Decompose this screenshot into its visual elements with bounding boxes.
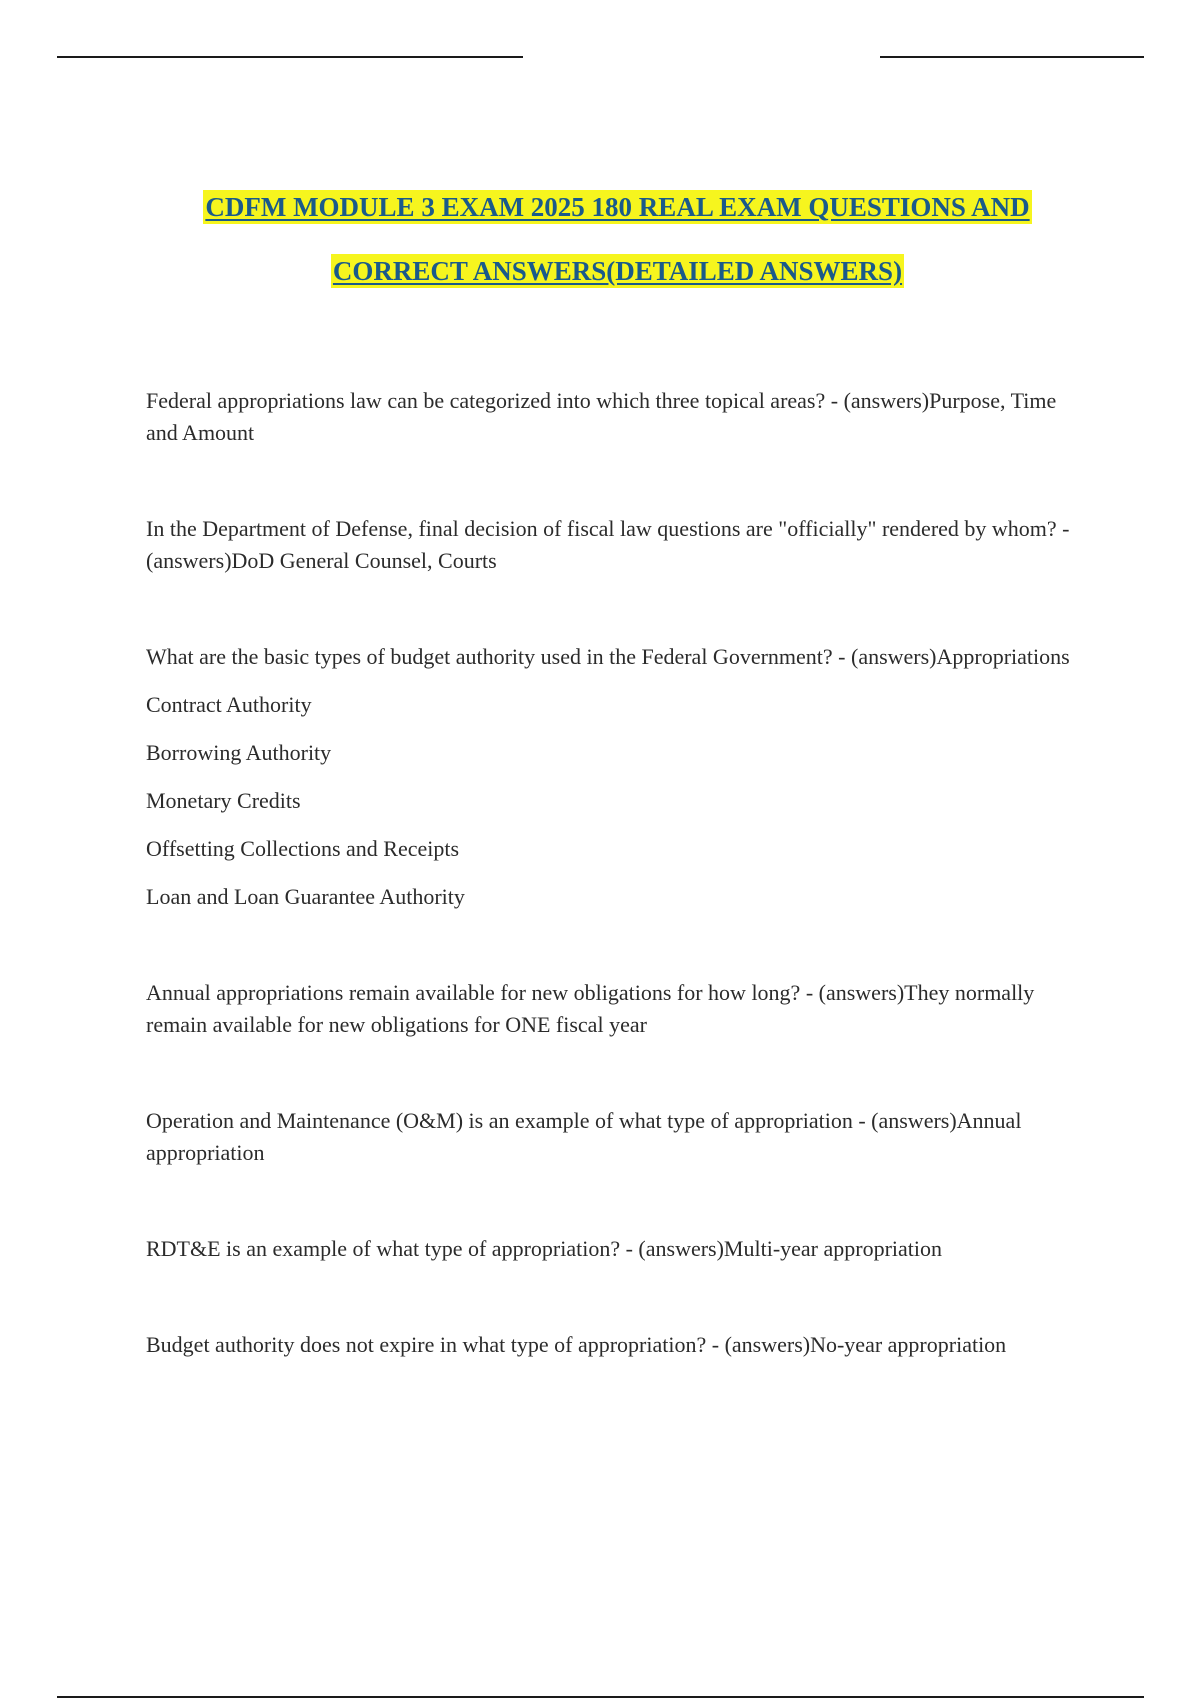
answer-list-item: Borrowing Authority <box>146 740 332 765</box>
qa-text: Operation and Maintenance (O&M) is an example of what type of appropriation - (answers)Annual appropriation <box>146 1108 1027 1165</box>
qa-item <box>146 1329 1086 1361</box>
qa-text: What are the basic types of budget authority used in the Federal Government? - (answers)Appropriations <box>146 644 1070 669</box>
answer-list-item: Monetary Credits <box>146 788 301 813</box>
qa-text: Annual appropriations remain available for new obligations for how long? - (answers)They normally remain available for new obligations for ONE fiscal year <box>146 980 1040 1037</box>
qa-item <box>146 513 1086 577</box>
footer-rule <box>57 1696 1144 1698</box>
answer-list-item: Loan and Loan Guarantee Authority <box>146 884 465 909</box>
qa-item <box>146 977 1086 1041</box>
qa-item <box>146 1233 1086 1265</box>
qa-text: Budget authority does not expire in what type of appropriation? - (answers)No-year appropriation <box>146 1332 1007 1357</box>
qa-item <box>146 641 1086 913</box>
header-rule-left <box>57 56 523 58</box>
title-line-1: CDFM MODULE 3 EXAM 2025 180 REAL EXAM QUESTIONS AND <box>205 192 1030 222</box>
qa-text: In the Department of Defense, final decision of fiscal law questions are "officially" rendered by whom? - (answers)DoD General Counsel, Courts <box>146 516 1076 573</box>
qa-text: Federal appropriations law can be categorized into which three topical areas? - (answers)Purpose, Time and Amount <box>146 388 1062 445</box>
answer-list-item: Contract Authority <box>146 692 312 717</box>
title-line-2: CORRECT ANSWERS(DETAILED ANSWERS) <box>332 256 903 286</box>
qa-item <box>146 385 1086 449</box>
header-rule-right <box>880 56 1144 58</box>
answer-list-item: Offsetting Collections and Receipts <box>146 836 460 861</box>
qa-item <box>146 1105 1086 1169</box>
document-title <box>0 190 1200 288</box>
qa-list <box>146 385 1086 1361</box>
qa-text: RDT&E is an example of what type of appropriation? - (answers)Multi-year appropriation <box>146 1236 943 1261</box>
